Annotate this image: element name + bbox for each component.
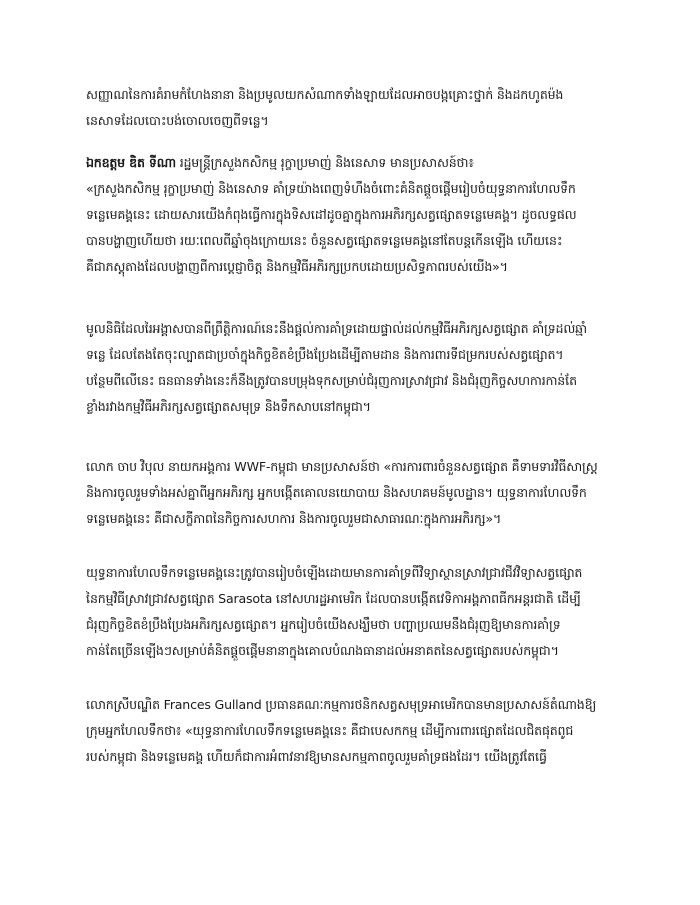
paragraph-line: «ក្រសួងកសិកម្ម រុក្ខាប្រមាញ់ និងនេសាទ គាំទ្រយ៉ាងពេញទំហឹងចំពោះគំនិតផ្ដួចផ្ដើមរៀបចំយុទ្ធនាការហែលទឹក	[86, 181, 576, 196]
paragraph-5	[86, 560, 626, 664]
paragraph-line: ខ្លាំងរវាងកម្មវិធីអភិរក្សសត្វផ្សោតសមុទ្រ និងទឹកសាបនៅកម្ពុជា។	[86, 399, 371, 414]
paragraph-line: សញ្ញាណនៃការគំរាមកំហែងនានា និងប្រមូលយកសំណាកទាំងឡាយដែលអាចបង្កគ្រោះថ្នាក់ និងដកហូតម៉ង	[86, 87, 564, 102]
paragraph-line: ទន្លេ ដែលតែងតែចុះល្បាតជាប្រចាំក្នុងកិច្ចខិតខំប្រឹងប្រែងដើម្បីតាមដាន និងការពារទីជម្រករបស់សត្វផ្សោត។	[86, 347, 564, 362]
paragraph-line: លោកស្រីបណ្ឌិត Frances Gulland ប្រធានគណៈកម្មការថនិកសត្វសមុទ្រអាមេរិកបានមានប្រសាសន៍តំណាងឱ្យ	[86, 697, 597, 712]
paragraph-line: បន្ថែមពីលើនេះ ធនធានទាំងនេះក៏នឹងត្រូវបានបម្រុងទុកសម្រាប់ជំរុញការស្រាវជ្រាវ និងជំរុញកិច្ចសហការកាន់តែ	[86, 373, 577, 388]
paragraph-line: នៃកម្មវិធីស្រាវជ្រាវសត្វផ្សោត Sarasota នៅសហរដ្ឋអាមេរិក ដែលបានបង្កើតវេទិកាអង្គភាពធីកអន្តរជាតិ ដើម្បី	[86, 591, 581, 606]
paragraph-1	[86, 82, 626, 134]
paragraph-line: របស់កម្ពុជា និងទន្លេមេគង្គ ហើយក៏ជាការអំពាវនាវឱ្យមានសកម្មភាពចូលរួមគាំទ្រផងដែរ។ យើងត្រូវតែធ្វើ	[86, 749, 547, 764]
speaker-intro: រដ្ឋមន្ត្រីក្រសួងកសិកម្ម រុក្ខាប្រមាញ់ និងនេសាទ មានប្រសាសន៍ថា៖	[175, 155, 474, 170]
paragraph-line: ក្រុមអ្នកហែលទឹកថា៖ «យុទ្ធនាការហែលទឹកទន្លេមេគង្គនេះ គឺជាបេសកកម្ម ដើម្បីការពារផ្សោតដែលជិតផុតពូជ	[86, 723, 574, 738]
paragraph-4	[86, 454, 626, 532]
paragraph-line: មូលនិធិដែលរៃអង្គាសបានពីព្រឹត្តិការណ៍នេះនឹងផ្ដល់ការគាំទ្រដោយផ្ទាល់ដល់កម្មវិធីអភិរក្សសត្វផ្សោត គាំទ្រដល់ឆ្មាំ	[86, 321, 587, 336]
paragraph-line: កាន់តែច្រើនឡើងៗសម្រាប់គំនិតផ្តួចផ្តើមនានាក្នុងគោលបំណងធានាដល់អនាគតនៃសត្វផ្សោតរបស់កម្ពុជា។	[86, 643, 559, 658]
paragraph-line: យុទ្ធនាការហែលទឹកទន្លេមេគង្គនេះត្រូវបានរៀបចំឡើងដោយមានការគាំទ្រពីវិទ្យាស្ថានស្រាវជ្រាវជីវវិទ្យាសត្វផ្សោត	[86, 565, 583, 580]
paragraph-3	[86, 316, 626, 420]
paragraph-line: ទន្លេមេគង្គនេះ គឺជាសក្ខីភាពនៃកិច្ចការសហការ និងការចូលរួមជាសាធារណៈក្នុងការអភិរក្ស»។	[86, 511, 502, 526]
paragraph-6	[86, 692, 626, 770]
paragraph-line: គឺជាភស្តុតាងដែលបង្ហាញពីការប្ដេជ្ញាចិត្ត និងកម្មវិធីអភិរក្សប្រកបដោយប្រសិទ្ធភាពរបស់យើង»។	[86, 259, 508, 274]
paragraph-line: បានបង្ហាញហើយថា រយៈពេលពីឆ្នាំចុងក្រោយនេះ ចំនួនសត្វផ្សោតទន្លេមេគង្គនៅតែបន្តកើនឡើង ហើយនេះ	[86, 233, 563, 248]
paragraph-line: និងការចូលរួមទាំងអស់គ្នាពីអ្នកអភិរក្ស អ្នកបង្កើតគោលនយោបាយ និងសហគមន៍មូលដ្ឋាន។ យុទ្ធនាការហែលទឹក	[86, 485, 587, 500]
paragraph-line: ទន្លេមេគង្គនេះ ដោយសារយើងកំពុងធ្វើការក្នុងទិសដៅដូចគ្នាក្នុងការអភិរក្សសត្វផ្សោតទន្លេមេគង្គ។ ដូចលទ្ធផល	[86, 207, 577, 222]
paragraph-line: ជំរុញកិច្ចខិតខំប្រឹងប្រែងអភិរក្សសត្វផ្សោត។ អ្នករៀបចំយើងសង្ឃឹមថា បញ្ហាប្រឈមនឹងជំរុញឱ្យមានការគាំទ្រ	[86, 617, 561, 632]
speaker-name: ឯកឧត្តម ឌិត ទីណា	[86, 155, 176, 170]
paragraph-2	[86, 150, 626, 280]
paragraph-line: នេសាទដែលបោះបង់ចោលចេញពីទន្លេ។	[86, 113, 269, 128]
paragraph-line	[86, 150, 626, 176]
paragraph-line: លោក ចាប វិបុល នាយកអង្គការ WWF-កម្ពុជា មានប្រសាសន៍ថា «ការការពារចំនួនសត្វផ្សោត គឺទាមទារវិធីសាស្ត្រ	[86, 459, 598, 474]
